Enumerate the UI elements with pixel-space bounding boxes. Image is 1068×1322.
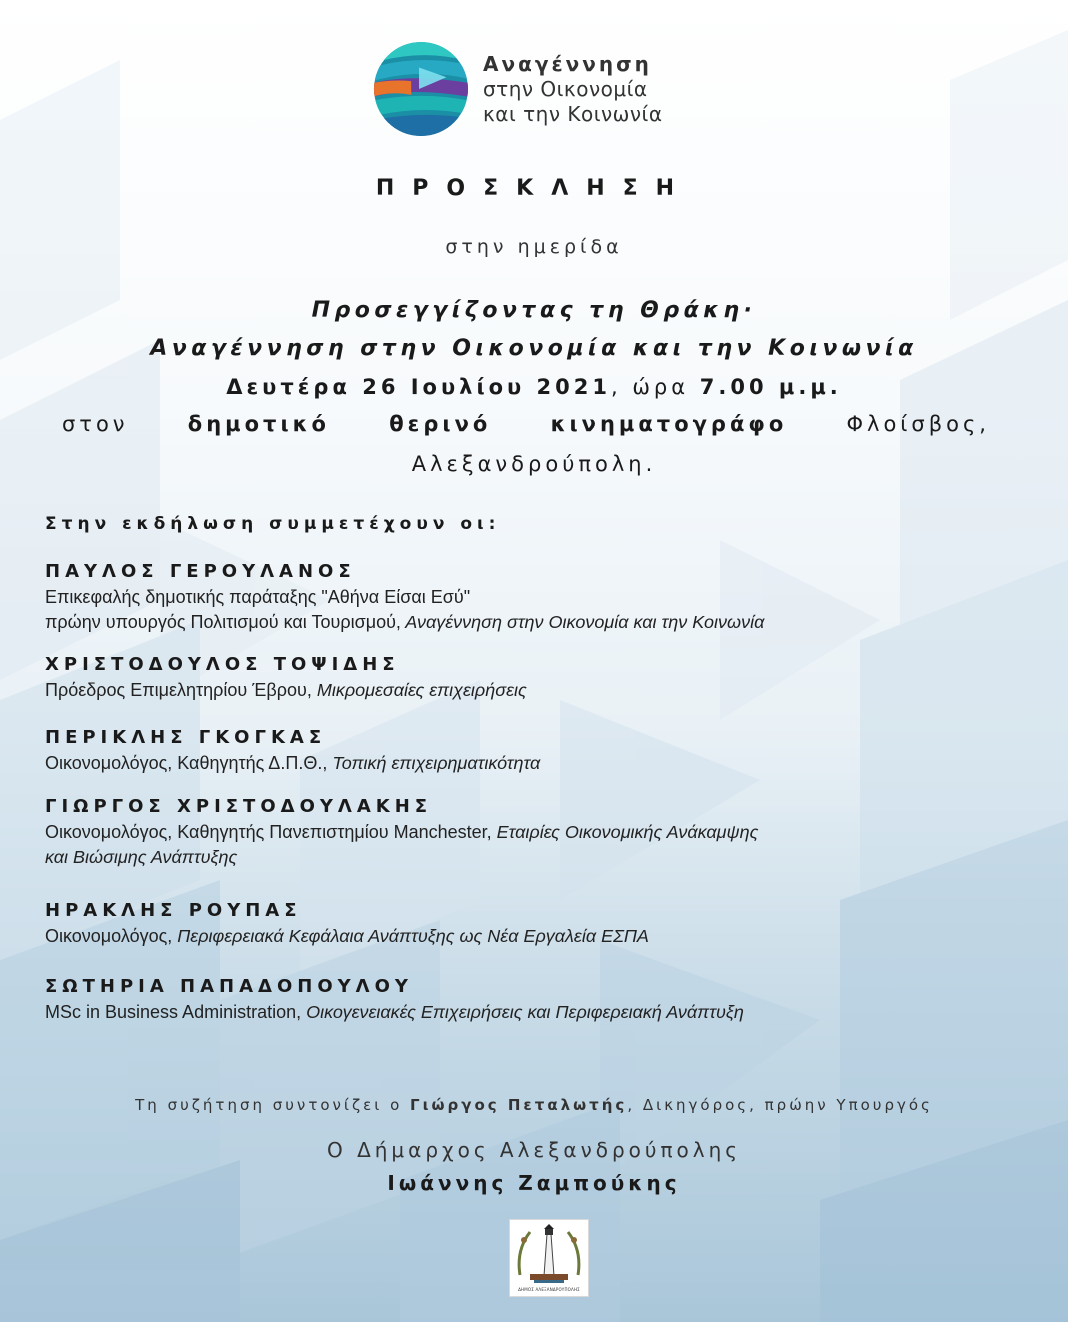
- speaker-role: Οικονομολόγος,: [45, 926, 173, 946]
- speaker-topic-2: και Βιώσιμης Ανάπτυξης: [45, 847, 238, 867]
- event-time: 7.00 μ.μ.: [699, 375, 842, 399]
- speaker-role-topic: [45, 1000, 1035, 1025]
- moderator-line: [0, 1096, 1068, 1114]
- speaker-topic: Περιφερειακά Κεφάλαια Ανάπτυξης ως Νέα Εργαλεία ΕΣΠΑ: [172, 926, 649, 946]
- speaker-role-topic: [45, 678, 1035, 703]
- moderator-suffix: , Δικηγόρος, πρώην Υπουργός: [627, 1096, 933, 1114]
- speaker-item: [45, 898, 1035, 949]
- venue-word: κινηματογράφο: [550, 412, 788, 436]
- municipality-crest: [509, 1219, 589, 1297]
- speaker-name: ΧΡΙΣΤΟΔΟΥΛΟΣ ΤΟΨΙΔΗΣ: [45, 654, 400, 675]
- logo-text: [483, 52, 663, 127]
- event-date: Δευτέρα 26 Ιουλίου 2021: [226, 375, 611, 399]
- speaker-role: Οικονομολόγος, Καθηγητής Πανεπιστημίου Manchester,: [45, 822, 492, 842]
- speaker-topic-cont: [45, 845, 1035, 870]
- speaker-role-topic: [45, 820, 1035, 845]
- speaker-item: [45, 794, 1035, 870]
- speaker-topic: Μικρομεσαίες επιχειρήσεις: [311, 680, 527, 700]
- event-date-time: [0, 375, 1068, 399]
- mayor-title: Ο Δήμαρχος Αλεξανδρούπολης: [326, 1138, 742, 1162]
- speaker-role-2: πρώην υπουργός Πολιτισμού και Τουρισμού,: [45, 612, 401, 632]
- speaker-topic: Οικογενειακές Επιχειρήσεις και Περιφερειακή Ανάπτυξη: [301, 1002, 744, 1022]
- speaker-item: [45, 725, 1035, 776]
- mayor-name: Ιωάννης Ζαμπούκης: [387, 1171, 681, 1195]
- globe-swirl-icon: [372, 40, 470, 138]
- event-title-line-2: Αναγέννηση στην Οικονομία και την Κοινωνία: [150, 336, 918, 361]
- logo-line-2: στην Οικονομία: [483, 77, 648, 101]
- time-prefix: , ώρα: [611, 375, 700, 399]
- event-logo: [372, 40, 672, 140]
- moderator-prefix: Τη συζήτηση συντονίζει ο: [135, 1096, 411, 1114]
- venue-line: [62, 412, 990, 436]
- logo-line-1: Αναγέννηση: [483, 52, 652, 76]
- invitation-title: ΠΡΟΣΚΛΗΣΗ: [375, 176, 693, 201]
- speaker-topic: Τοπική επιχειρηματικότητα: [327, 753, 541, 773]
- speaker-role-topic: [45, 610, 1035, 635]
- speaker-role-topic: [45, 751, 1035, 776]
- moderator-name: Γιώργος Πεταλωτής: [410, 1096, 628, 1114]
- venue-word: θερινό: [389, 412, 492, 436]
- venue-city: Αλεξανδρούπολη.: [411, 452, 657, 476]
- speaker-item: [45, 559, 1035, 635]
- speaker-role: Πρόεδρος Επιμελητηρίου Έβρου,: [45, 680, 312, 700]
- speaker-name: ΓΙΩΡΓΟΣ ΧΡΙΣΤΟΔΟΥΛΑΚΗΣ: [45, 796, 433, 817]
- logo-line-3: και την Κοινωνία: [483, 102, 663, 126]
- speaker-name: ΠΑΥΛΟΣ ΓΕΡΟΥΛΑΝΟΣ: [45, 561, 356, 582]
- lighthouse-crest-icon: [510, 1220, 588, 1286]
- speaker-name: ΗΡΑΚΛΗΣ ΡΟΥΠΑΣ: [45, 900, 302, 921]
- crest-caption: ΔΗΜΟΣ ΑΛΕΞΑΝΔΡΟΥΠΟΛΗΣ: [518, 1287, 580, 1292]
- speaker-role-topic: [45, 924, 1035, 949]
- speaker-name: ΠΕΡΙΚΛΗΣ ΓΚΟΓΚΑΣ: [45, 727, 327, 748]
- speaker-role: MSc in Business Administration,: [45, 1002, 302, 1022]
- venue-word: στον: [62, 412, 129, 436]
- speaker-topic: Εταιρίες Οικονομικής Ανάκαμψης: [491, 822, 759, 842]
- venue-word: δημοτικό: [187, 412, 330, 436]
- speaker-topic: Αναγέννηση στην Οικονομία και την Κοινωνία: [400, 612, 765, 632]
- participants-heading: Στην εκδήλωση συμμετέχουν οι:: [45, 514, 501, 534]
- speaker-item: [45, 974, 1035, 1025]
- speaker-role: Οικονομολόγος, Καθηγητής Δ.Π.Θ.,: [45, 753, 328, 773]
- speaker-name: ΣΩΤΗΡΙΑ ΠΑΠΑΔΟΠΟΥΛΟΥ: [45, 976, 413, 997]
- event-title-line-1: Προσεγγίζοντας τη Θράκη·: [311, 298, 757, 323]
- speaker-role: Επικεφαλής δημοτικής παράταξης "Αθήνα Είσαι Εσύ": [45, 587, 471, 607]
- venue-word: Φλοίσβος,: [846, 412, 990, 436]
- speaker-item: [45, 652, 1035, 703]
- invitation-subtitle: στην ημερίδα: [445, 236, 623, 258]
